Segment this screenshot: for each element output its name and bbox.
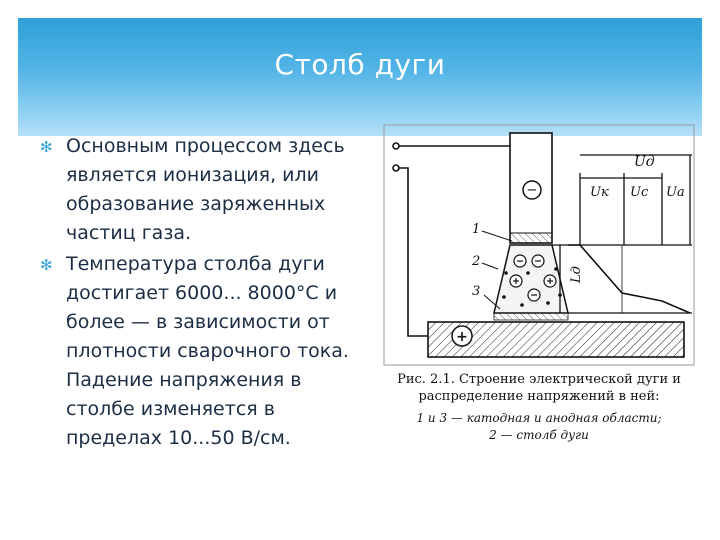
ld-label: Lд (569, 266, 584, 283)
uc-label: Uс (630, 185, 649, 200)
bullet-item (40, 132, 370, 248)
slide-title: Столб дуги (274, 48, 446, 81)
ua-label: Uа (666, 185, 685, 200)
bullet-item (40, 250, 370, 453)
voltage-graph (552, 155, 692, 313)
workpiece (428, 322, 684, 357)
power-supply-terminals (393, 143, 510, 336)
caption-legend-2: 2 — столб дуги (489, 428, 589, 442)
ud-label: Uд (634, 154, 655, 170)
uk-label: Uк (590, 185, 609, 200)
electrode-minus-label: − (526, 183, 538, 198)
electrode (510, 133, 552, 243)
caption-legend-1: 1 и 3 — катодная и анодная области; (416, 411, 662, 425)
snowflake-bullet-icon: ✻ (40, 138, 53, 156)
title-banner (18, 18, 702, 136)
zone-3-label: 3 (472, 284, 481, 299)
zone-2-label: 2 (472, 254, 481, 269)
snowflake-bullet-icon: ✻ (40, 256, 53, 274)
zone-1-label: 1 (472, 222, 481, 237)
bullet-text: Основным процессом здесь является ионизация, или образование заряженных частиц газа. (66, 135, 345, 244)
caption-title: Рис. 2.1. Строение электрической дуги и распределение напряжений в ней: (397, 372, 681, 404)
workpiece-plus-label: + (456, 329, 468, 345)
bullet-list (40, 132, 370, 455)
figure-caption (380, 371, 698, 444)
arc-diagram (372, 123, 700, 368)
arc-structure-figure (372, 123, 700, 463)
arc-column (494, 245, 568, 320)
bullet-text: Температура столба дуги достигает 6000... 8000°С и более — в зависимости от плотности сварочного тока. Падение напряжения в столбе изменяется в пределах 10...50 В/см. (66, 253, 349, 449)
